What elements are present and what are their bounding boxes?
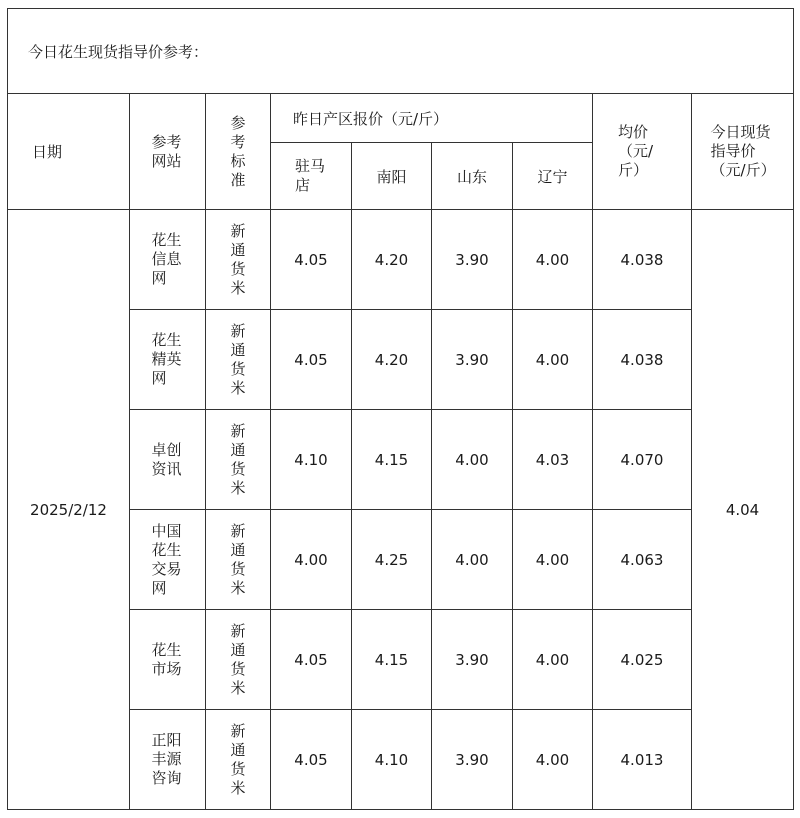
shandong-price: 3.90 <box>432 210 513 310</box>
site-cell: 中国花生交易网 <box>130 510 206 610</box>
header-date: 日期 <box>8 94 130 210</box>
liaoning-price: 4.00 <box>513 310 593 410</box>
nanyang-price: 4.20 <box>352 310 432 410</box>
standard-cell: 新通货米 <box>206 210 271 310</box>
header-region-liaoning: 辽宁 <box>513 143 593 210</box>
price-table-frame <box>7 8 793 810</box>
site-cell: 花生信息网 <box>130 210 206 310</box>
standard-cell: 新通货米 <box>206 610 271 710</box>
site-cell: 正阳丰源咨询 <box>130 710 206 810</box>
liaoning-price: 4.00 <box>513 210 593 310</box>
nanyang-price: 4.20 <box>352 210 432 310</box>
zhumadian-price: 4.05 <box>271 710 352 810</box>
zhumadian-price: 4.00 <box>271 510 352 610</box>
header-region-shandong: 山东 <box>432 143 513 210</box>
date-cell: 2025/2/12 <box>8 210 130 810</box>
avg-price: 4.013 <box>593 710 692 810</box>
site-cell: 卓创资讯 <box>130 410 206 510</box>
zhumadian-price: 4.05 <box>271 210 352 310</box>
header-region-zhumadian: 驻马店 <box>271 143 352 210</box>
header-yesterday: 昨日产区报价（元/斤） <box>271 94 593 143</box>
standard-cell: 新通货米 <box>206 310 271 410</box>
site-cell: 花生精英网 <box>130 310 206 410</box>
liaoning-price: 4.03 <box>513 410 593 510</box>
table-title: 今日花生现货指导价参考： <box>8 9 794 94</box>
avg-price: 4.038 <box>593 310 692 410</box>
zhumadian-price: 4.05 <box>271 310 352 410</box>
avg-price: 4.038 <box>593 210 692 310</box>
standard-cell: 新通货米 <box>206 510 271 610</box>
shandong-price: 3.90 <box>432 310 513 410</box>
nanyang-price: 4.25 <box>352 510 432 610</box>
nanyang-price: 4.15 <box>352 610 432 710</box>
liaoning-price: 4.00 <box>513 710 593 810</box>
nanyang-price: 4.10 <box>352 710 432 810</box>
header-today: 今日现货指导价（元/斤） <box>692 94 794 210</box>
avg-price: 4.070 <box>593 410 692 510</box>
standard-cell: 新通货米 <box>206 410 271 510</box>
liaoning-price: 4.00 <box>513 510 593 610</box>
today-price: 4.04 <box>692 210 794 810</box>
shandong-price: 4.00 <box>432 510 513 610</box>
header-site: 参考网站 <box>130 94 206 210</box>
avg-price: 4.025 <box>593 610 692 710</box>
nanyang-price: 4.15 <box>352 410 432 510</box>
price-table <box>7 8 794 810</box>
shandong-price: 3.90 <box>432 710 513 810</box>
shandong-price: 3.90 <box>432 610 513 710</box>
site-cell: 花生市场 <box>130 610 206 710</box>
header-standard: 参考标准 <box>206 94 271 210</box>
zhumadian-price: 4.10 <box>271 410 352 510</box>
zhumadian-price: 4.05 <box>271 610 352 710</box>
standard-cell: 新通货米 <box>206 710 271 810</box>
shandong-price: 4.00 <box>432 410 513 510</box>
liaoning-price: 4.00 <box>513 610 593 710</box>
table-row <box>8 210 794 310</box>
avg-price: 4.063 <box>593 510 692 610</box>
header-region-nanyang: 南阳 <box>352 143 432 210</box>
header-avg: 均价（元/斤） <box>593 94 692 210</box>
